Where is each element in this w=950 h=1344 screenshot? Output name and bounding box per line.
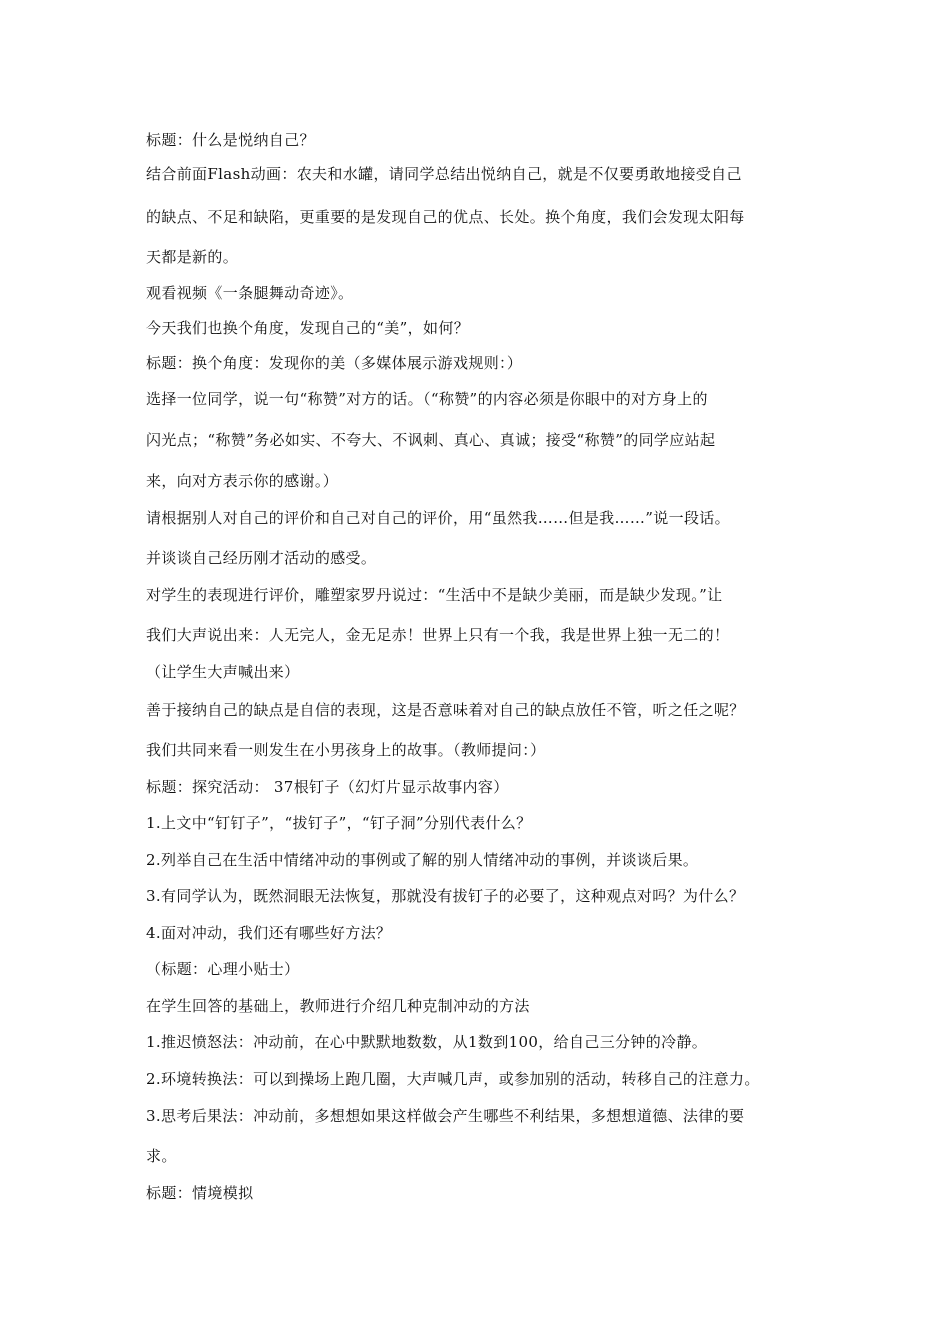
paragraph-line: 在学生回答的基础上，教师进行介绍几种克制冲动的方法 <box>146 997 530 1015</box>
heading-scenario-simulation: 标题：情境模拟 <box>146 1184 254 1202</box>
paragraph-line: （让学生大声喊出来） <box>146 663 300 681</box>
paragraph-line: 来，向对方表示你的感谢。） <box>146 472 339 490</box>
heading-inquiry-activity: 标题：探究活动： 37根钉子（幻灯片显示故事内容） <box>146 778 509 796</box>
paragraph-line: 我们大声说出来：人无完人，金无足赤！世界上只有一个我，我是世界上独一无二的！ <box>146 626 730 644</box>
method-item: 3.思考后果法：冲动前，多想想如果这样做会产生哪些不利结果，多想想道德、法律的要 <box>146 1107 745 1125</box>
heading-what-is-self-acceptance: 标题：什么是悦纳自己？ <box>146 131 315 149</box>
paragraph-line: 闪光点；“称赞”务必如实、不夸大、不讽刺、真心、真诚；接受“称赞”的同学应站起 <box>146 431 716 449</box>
paragraph-line: 天都是新的。 <box>146 248 239 266</box>
heading-change-perspective: 标题：换个角度：发现你的美（多媒体展示游戏规则：） <box>146 354 523 372</box>
paragraph-line: 选择一位同学，说一句“称赞”对方的话。（“称赞”的内容必须是你眼中的对方身上的 <box>146 390 708 408</box>
paragraph-line: 结合前面Flash动画：农夫和水罐，请同学总结出悦纳自己，就是不仅要勇敢地接受自己 <box>146 165 742 183</box>
method-item: 2.环境转换法：可以到操场上跑几圈，大声喊几声，或参加别的活动，转移自己的注意力。 <box>146 1070 760 1088</box>
question-item: 2.列举自己在生活中情绪冲动的事例或了解的别人情绪冲动的事例，并谈谈后果。 <box>146 851 699 869</box>
paragraph-line: 观看视频《一条腿舞动奇迹》。 <box>146 284 354 302</box>
paragraph-line: 请根据别人对自己的评价和自己对自己的评价，用“虽然我……但是我……”说一段话。 <box>146 509 730 527</box>
heading-psychology-tips: （标题：心理小贴士） <box>146 960 300 978</box>
paragraph-line: 善于接纳自己的缺点是自信的表现，这是否意味着对自己的缺点放任不管，听之任之呢？ <box>146 701 745 719</box>
paragraph-line: 今天我们也换个角度，发现自己的“美”，如何？ <box>146 319 470 337</box>
method-item: 1.推迟愤怒法：冲动前，在心中默默地数数，从1数到100，给自己三分钟的冷静。 <box>146 1033 708 1051</box>
paragraph-line: 并谈谈自己经历刚才活动的感受。 <box>146 549 377 567</box>
question-item: 4.面对冲动，我们还有哪些好方法？ <box>146 924 392 942</box>
paragraph-line: 对学生的表现进行评价，雕塑家罗丹说过：“生活中不是缺少美丽，而是缺少发现。”让 <box>146 586 723 604</box>
paragraph-line: 我们共同来看一则发生在小男孩身上的故事。（教师提问：） <box>146 741 546 759</box>
question-item: 1.上文中“钉钉子”，“拔钉子”，“钉子洞”分别代表什么？ <box>146 814 532 832</box>
paragraph-line: 求。 <box>146 1147 177 1165</box>
paragraph-line: 的缺点、不足和缺陷，更重要的是发现自己的优点、长处。换个角度，我们会发现太阳每 <box>146 208 745 226</box>
question-item: 3.有同学认为，既然洞眼无法恢复，那就没有拔钉子的必要了，这种观点对吗？为什么？ <box>146 887 745 905</box>
